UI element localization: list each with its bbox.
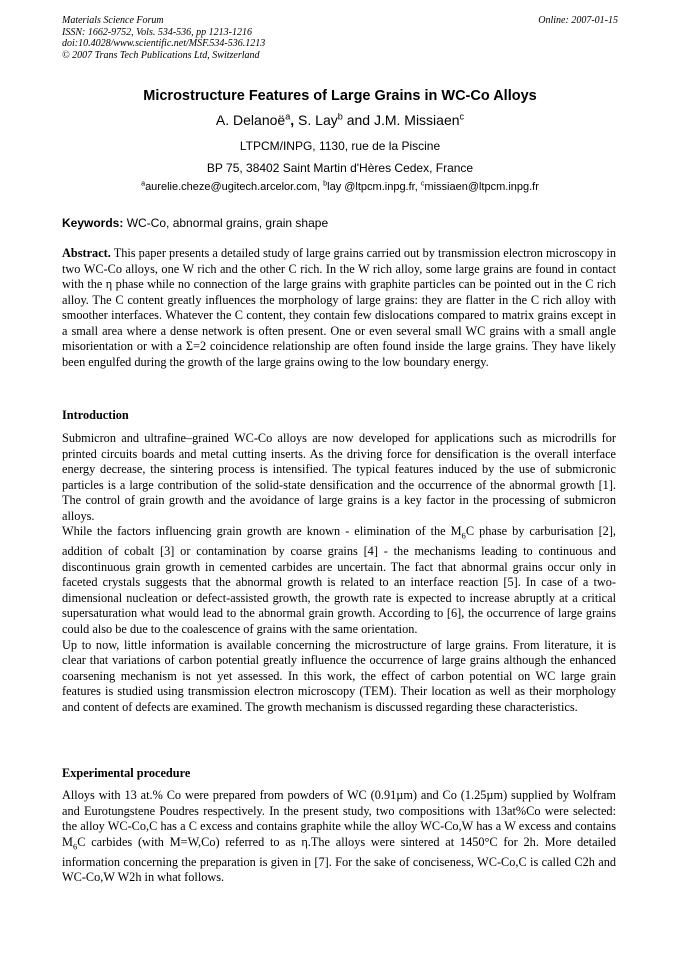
author-affiliation-mark: a bbox=[285, 111, 291, 122]
email-link[interactable]: missiaen@ltpcm.inpg.fr bbox=[424, 181, 539, 193]
experimental-heading: Experimental procedure bbox=[62, 766, 191, 780]
author-list bbox=[62, 112, 618, 128]
online-date: Online: 2007-01-15 bbox=[538, 15, 618, 26]
intro-paragraph-2: While the factors influencing grain growth are known - elimination of the $M_6C$ phase by carburisation [2], addition of cobalt [3] or contamination by coarse grains [4] - the mechanisms leading to continuous and discontinuous grain growth in cemented carbides are uncertain. The fact that abnormal grains occur only in faceted crystals suggests that the abnormal growth is related to an interface reaction [5]. In case of a two-dimensional nucleation or defect-assisted growth, the growth rate is expected to increase abruptly at a critical supersaturation what would lead to the abnormal grain growth. According to [6], the occurrence of large grains could also be due to the coalescence of grains with the same orientation. bbox=[62, 524, 617, 637]
intro-paragraph-3: Up to now, little information is available concerning the microstructure of large grains. From literature, it is clear that variations of carbon potential greatly influence the occurrence of large grains although the enhanced coarsening mechanism is not yet assessed. In this work, the effect of carbon potential on WC large grain features is studied using transmission electron microscopy (TEM). Their location as well as their morphology and content of defects are examined. The growth mechanism is discussed regarding these characteristics. bbox=[62, 637, 616, 714]
author-separator: and bbox=[342, 112, 374, 128]
issn-line: ISSN: 1662-9752, Vols. 534-536, pp 1213-1216 bbox=[62, 26, 252, 38]
author-affiliation-mark: b bbox=[337, 111, 343, 122]
affiliation-line-1: LTPCM/INPG, 1130, rue de la Piscine bbox=[239, 139, 441, 153]
author-separator: , bbox=[290, 112, 299, 128]
abstract bbox=[62, 246, 616, 370]
keywords-label: Keywords: bbox=[62, 216, 124, 230]
email-mark: b bbox=[323, 179, 328, 188]
email-mark: c bbox=[420, 179, 425, 188]
author-name: J.M. Missiaen bbox=[373, 112, 460, 128]
journal-name: Materials Science Forum bbox=[62, 15, 164, 26]
affiliation-line-2: BP 75, 38402 Saint Martin d'Hères Cedex, France bbox=[206, 161, 474, 175]
author-name: A. Delanoë bbox=[215, 112, 286, 128]
introduction-heading: Introduction bbox=[62, 408, 129, 422]
keywords-text: WC-Co, abnormal grains, grain shape bbox=[123, 216, 329, 230]
email-link[interactable]: lay @ltpcm.inpg.fr, bbox=[327, 181, 421, 193]
abstract-label: Abstract. bbox=[62, 246, 111, 260]
experimental-body bbox=[62, 788, 616, 886]
experimental-paragraph-1: Alloys with 13 at.% Co were prepared from powders of WC (0.91µm) and Co (1.25µm) supplied by Wolfram and Eurotungstene Poudres respectively. In the present study, two compositions with 13at%Co were selected: the alloy WC-Co,C has a C excess and contains graphite while the alloy WC-Co,W has a W excess and contains $M_6C$ carbides (with M=W,Co) referred to as η.The alloys were sintered at 1450°C for 2h. More detailed information concerning the preparation is given in [7]. For the sake of conciseness, WC-Co,C is called C2h and WC-Co,W W2h in what follows. bbox=[62, 788, 616, 885]
author-emails bbox=[62, 181, 618, 193]
doi-line[interactable]: doi:10.4028/www.scientific.net/MSF.534-536.1213 bbox=[62, 38, 266, 49]
copyright-line: © 2007 Trans Tech Publications Ltd, Switzerland bbox=[62, 49, 260, 61]
keywords bbox=[62, 216, 618, 230]
paper-title: Microstructure Features of Large Grains in WC-Co Alloys bbox=[143, 88, 537, 104]
author-name: S. Lay bbox=[298, 112, 338, 128]
email-mark: a bbox=[141, 179, 146, 188]
introduction-body bbox=[62, 431, 616, 715]
journal-header bbox=[62, 15, 618, 61]
abstract-text: This paper presents a detailed study of large grains carried out by transmission electron microscopy in two WC-Co alloys, one W rich and the other C rich. In the W rich alloy, some large grains are found in contact with the η phase while no connection of the large grains with graphite particles can be pointed out in the C rich alloy. The C content greatly influences the morphology of large grains: they are flatter in the C rich alloy with smoother interfaces. Whatever the C content, they contain few dislocations compared to matrix grains except in a small area where a dense network is often present. One or even several small WC grains with a small angle misorientation or with a Σ=2 coincidence relationship are often found inside the large grains. They have likely been engulfed during the growth of the large grains owing to the low boundary energy. bbox=[62, 246, 616, 369]
author-affiliation-mark: c bbox=[459, 111, 465, 122]
intro-paragraph-1: Submicron and ultrafine–grained WC-Co alloys are now developed for applications such as microdrills for printed circuits boards and metal cutting inserts. As the driving force for densification is the overall interface energy decrease, the sintering process is intensified. The typical features induced by the use of submicronic particles is a large contribution of the solid-state densification and the occurrence of the abnormal growth [1]. The control of grain growth and the avoidance of large grains is a key factor in the processing of submicron alloys. bbox=[62, 431, 616, 523]
email-link[interactable]: aurelie.cheze@ugitech.arcelor.com, bbox=[145, 181, 324, 193]
